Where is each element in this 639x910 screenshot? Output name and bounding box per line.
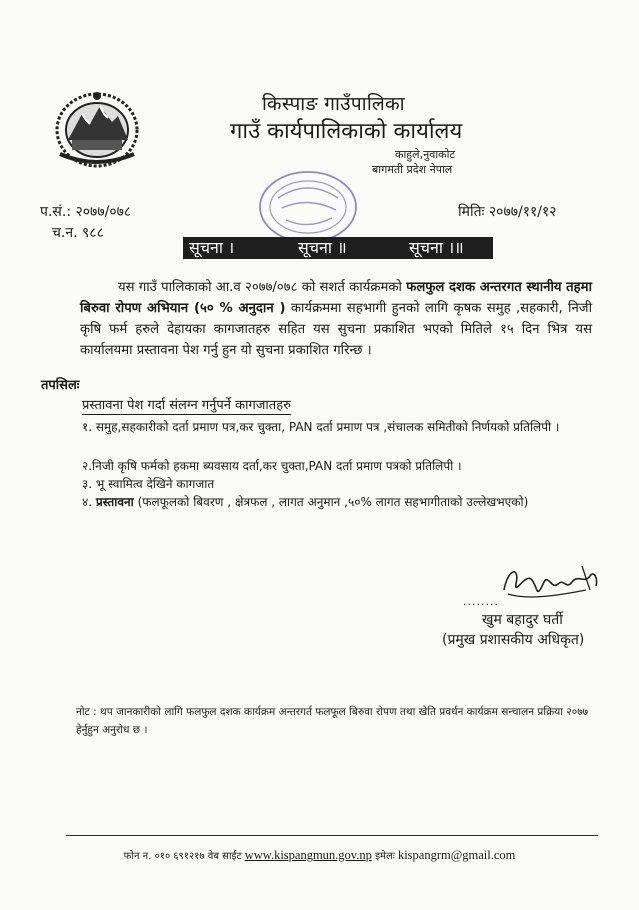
body-text-1: यस गाउँ पालिकाको आ.व २०७७/०७८ को सशर्त कार्यक्रमको: [118, 280, 407, 295]
website-link[interactable]: www.kispangmun.gov.np: [244, 848, 372, 862]
document-item-1: १. समुह,सहकारीको दर्ता प्रमाण पत्र,कर चुक्ता, PAN दर्ता प्रमाण पत्र ,संचालक समितीको निर्णयको प्रतिलिपी ।: [82, 420, 560, 434]
notice-label-3: सूचना ।॥: [409, 238, 464, 257]
notice-body: [80, 277, 592, 361]
reference-number: प.सं.: २०७७/०७८: [40, 204, 132, 220]
item4-text: (फलफूलको बिवरण , क्षेत्रफल , लागत अनुमान ,५०% लागत सहभागीताको उल्लेखभएको): [133, 495, 529, 509]
document-item-4: [82, 493, 528, 511]
document-item-2: २.निजी कृषि फर्मको हकमा ब्यवसाय दर्ता,कर चुक्ता,PAN दर्ता प्रमाण पत्रको प्रतिलिपी ।: [82, 459, 462, 473]
address-line-1: काहुले,नुवाकोट: [395, 148, 456, 161]
details-label: तपसिलः: [41, 378, 80, 393]
footnote: नोट : थप जानकारीको लागि फलफुल दशक कार्यक्रम अन्तरगर्त फलफूल बिरुवा रोपण तथा खेति प्रवर्धन कार्यक्रम सन्चालन प्रक्रिया २०७७ हेर्नुहुन अनुरोध छ ।: [76, 706, 589, 736]
body-text-2: कार्यक्रममा सहभागी हुनको लागि कृषक समुह ,सहकारी, निजी कृषि फर्म हरुले देहायका कागजातहरु सहित यस सुचना प्रकाशित भएको मितिले १५ दिन भित्र यस कार्यालयमा प्रस्तावना पेश गर्नु हुन यो सुचना प्रकाशित गरिन्छ ।: [80, 301, 592, 358]
footer-divider: [66, 835, 598, 836]
item4-number: ४.: [82, 495, 93, 509]
notice-label-1: सूचना ।: [189, 238, 235, 257]
email-address[interactable]: kispangrm@gmail.com: [397, 848, 516, 862]
signer-name: खुम बहादुर घर्ती: [482, 612, 563, 628]
document-item-3: ३. भू स्वामित्व देखिने कागजात: [82, 477, 215, 491]
footer-contact: [0, 848, 639, 863]
notice-date: मितिः २०७७/११/१२: [458, 204, 557, 220]
address-line-2: बागमती प्रदेश नेपाल: [372, 163, 453, 176]
signature-line: ........: [463, 595, 499, 608]
item4-bold: प्रस्तावना: [95, 495, 134, 509]
notice-title-bar: [183, 237, 493, 259]
documents-heading: प्रस्तावना पेश गर्दा संलग्न गर्नुपर्ने कागजातहरु: [82, 395, 291, 415]
office-stamp: [256, 168, 360, 246]
notice-label-2: सूचना ॥: [298, 238, 347, 257]
chalani-number: च.न. ९८८: [52, 225, 104, 241]
nepal-emblem-icon: [52, 88, 142, 170]
phone-and-web-label: फोन न. ०१० ६९१२१७ वेब साईट: [123, 851, 242, 862]
signer-title: (प्रमुख प्रशासकीय अधिकृत): [442, 632, 585, 648]
email-label: इमेलः: [375, 851, 395, 862]
office-title: गाउँ कार्यपालिकाको कार्यालय: [230, 119, 463, 144]
program-name: फलफुल दशक अन्तरगत स्थानीय तहमा बिरुवा रोपण अभियान (५० % अनुदान ): [80, 280, 592, 316]
office-name: किस्पाङ गाउँपालिका: [262, 93, 405, 115]
